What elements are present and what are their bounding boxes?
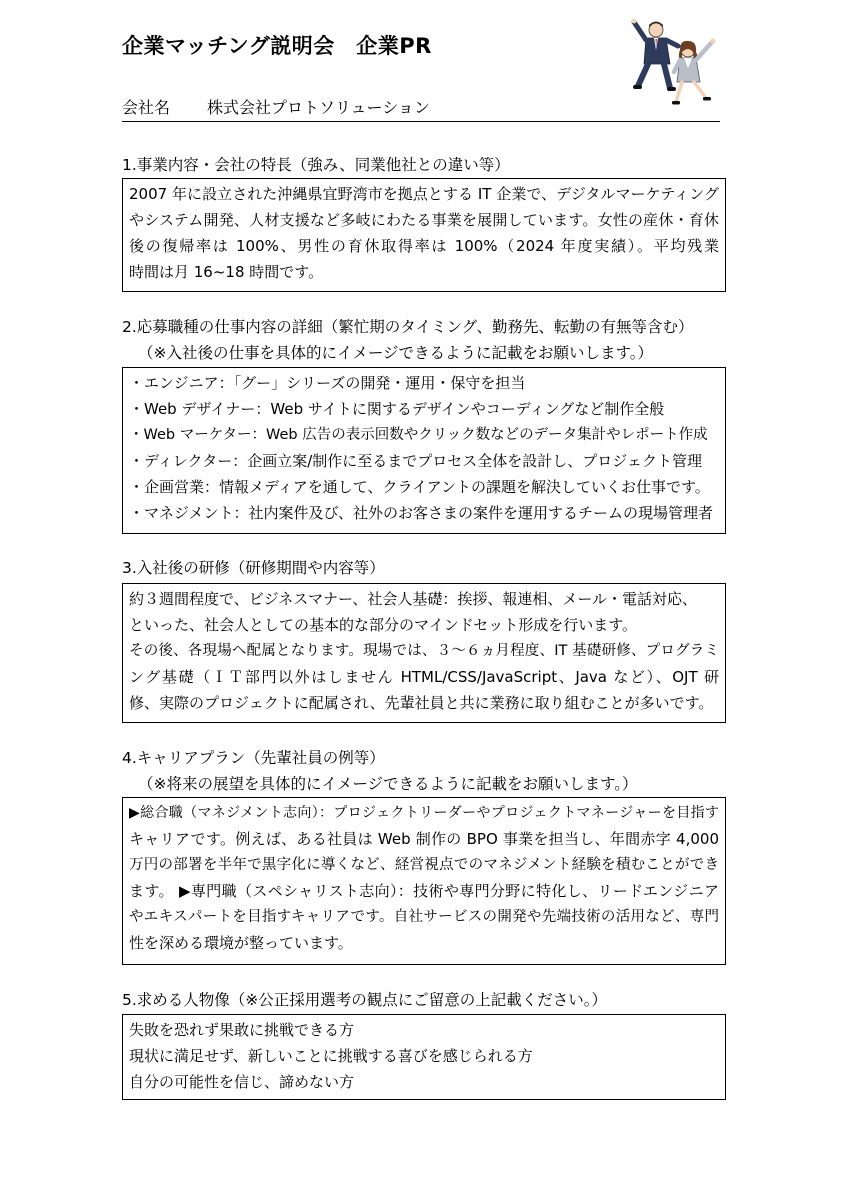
section-2-line: ・ディレクター：企画立案/制作に至るまでプロセス全体を設計し、プロジェクト管理 <box>129 452 702 470</box>
section-3-line: といった、社会人としての基本的な部分のマインドセット形成を行います。 <box>129 616 638 634</box>
section-4-note: （※将来の展望を具体的にイメージできるように記載をお願いします。） <box>138 775 638 793</box>
section-2-line: ・Web マーケター：Web 広告の表示回数やクリック数などのデータ集計やレポート作成 <box>129 427 708 443</box>
section-5-line: 自分の可能性を信じ、諦めない方 <box>129 1073 355 1091</box>
section-2-note: （※入社後の仕事を具体的にイメージできるように記載をお願いします。） <box>138 344 654 362</box>
section-3-line: 修、実際のプロジェクトに配属され、先輩社員と共に業務に取り組むことが多いです。 <box>129 694 714 712</box>
section-2-line: ・エンジニア：「グー」シリーズの開発・運用・保守を担当 <box>129 374 526 392</box>
section-4-line: やエキスパートを目指すキャリアです。自社サービスの開発や先端技術の活用など、専門 <box>129 909 719 925</box>
section-3-box <box>122 583 726 723</box>
section-2-line: ・Web デザイナー：Web サイトに関するデザインやコーディングなど制作全般 <box>129 400 665 418</box>
section-2-line: ・企画営業：情報メディアを通して、クライアントの課題を解決していくお仕事です。 <box>129 478 710 496</box>
section-5-line: 失敗を恐れず果敢に挑戦できる方 <box>129 1021 355 1039</box>
section-2-line: ・マネジメント：社内案件及び、社外のお客さまの案件を運用するチームの現場管理者 <box>129 504 713 522</box>
section-4-heading: 4.キャリアプラン（先輩社員の例等） <box>122 749 385 767</box>
section-4-line: 性を深める環境が整っています。 <box>129 934 353 952</box>
section-1-line: 後の復帰率は 100%、男性の育休取得率は 100%（2024 年度実績）。平均残業 <box>129 237 719 255</box>
section-1-box <box>122 178 726 292</box>
section-1-line: やシステム開発、人材支援など多岐にわたる事業を展開しています。女性の産休・育休 <box>129 211 719 229</box>
section-4-line: ます。 ▶専門職（スペシャリスト志向）：技術や専門分野に特化し、リードエンジニア <box>129 882 719 900</box>
section-4-line: ▶総合職（マネジメント志向）：プロジェクトリーダーやプロジェクトマネージャーを目指す <box>129 805 719 821</box>
section-4-line: キャリアです。例えば、ある社員は Web 制作の BPO 事業を担当し、年間赤字 4,000 <box>129 830 719 848</box>
section-1-line: 2007 年に設立された沖縄県宜野湾市を拠点とする IT 企業で、デジタルマーケティング <box>129 185 719 203</box>
section-4-line: 万円の部署を半年で黒字化に導くなど、経営視点でのマネジメント経験を積むことができ <box>129 857 719 873</box>
section-5-box <box>122 1014 726 1100</box>
section-3-line: その後、各現場へ配属となります。現場では、３～６ヵ月程度、IT 基礎研修、プログラミ <box>129 643 719 659</box>
section-2-box <box>122 367 726 534</box>
company-name: 株式会社プロトソリューション <box>207 98 430 117</box>
section-4-box <box>122 797 726 965</box>
section-3-line: 約３週間程度で、ビジネスマナー、社会人基礎：挨拶、報連相、メール・電話対応、 <box>129 590 698 608</box>
section-1-line: 時間は月 16~18 時間です。 <box>129 263 324 281</box>
company-name-row <box>122 95 720 122</box>
section-2-heading: 2.応募職種の仕事内容の詳細（繁忙期のタイミング、勤務先、転勤の有無等含む） <box>122 318 694 336</box>
page-title: 企業マッチング説明会 企業PR <box>122 34 432 58</box>
company-label: 会社名 <box>122 98 171 117</box>
section-3-line: ング基礎（ＩＴ部門以外はしません HTML/CSS/JavaScript、Java など）、OJT 研 <box>129 668 719 686</box>
section-5-line: 現状に満足せず、新しいことに挑戦する喜びを感じられる方 <box>129 1047 533 1065</box>
section-1-heading: 1.事業内容・会社の特長（強み、同業他社との違い等） <box>122 156 510 174</box>
section-5-heading: 5.求める人物像（※公正採用選考の観点にご留意の上記載ください。） <box>122 991 608 1009</box>
section-3-heading: 3.入社後の研修（研修期間や内容等） <box>122 559 385 577</box>
